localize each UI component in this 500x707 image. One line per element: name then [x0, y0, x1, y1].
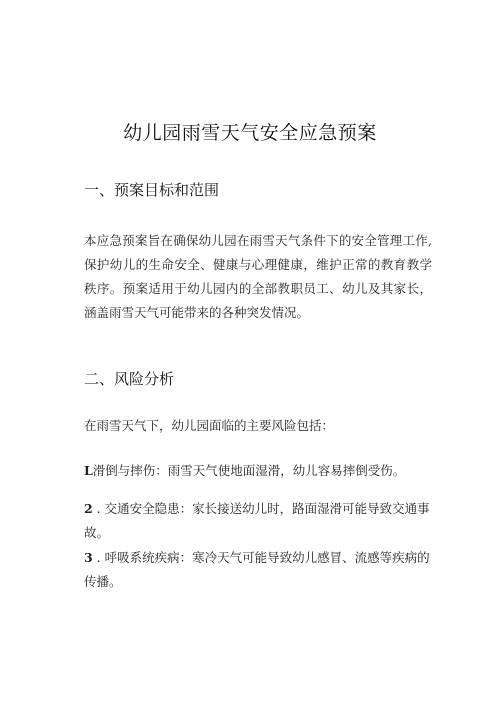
section-heading-risks: 二、风险分析	[84, 370, 175, 388]
list-item-text: . 交通安全隐患：家长接送幼儿时，路面湿滑可能导致交通事故。	[84, 501, 430, 540]
page-title: 幼儿园雨雪天气安全应急预案	[123, 122, 377, 144]
risk-lead-text: 在雨雪天气下，幼儿园面临的主要风险包括：	[84, 418, 335, 433]
section-heading-goals: 一、预案目标和范围	[84, 181, 220, 199]
list-item-number: L	[84, 463, 93, 478]
list-item-number: 3	[84, 550, 93, 565]
section-paragraph-goals: 本应急预案旨在确保幼儿园在雨雪天气条件下的安全管理工作,保护幼儿的生命安全、健康与心理健康，维护正常的教育教学秩序。预案适用于幼儿园内的全部教职员工、幼儿及其家长，涵盖雨雪天气可能带来的各种突发情况。	[84, 233, 432, 320]
list-item-text: 滑倒与摔伤：雨雪天气使地面湿滑，幼儿容易摔倒受伤。	[92, 463, 406, 478]
list-item-text: . 呼吸系统疾病：寒冷天气可能导致幼儿感冒、流感等疾病的传播。	[84, 550, 430, 589]
list-item	[84, 546, 432, 594]
list-item	[84, 459, 432, 483]
list-item-number: 2	[84, 501, 93, 516]
list-item	[84, 497, 432, 545]
